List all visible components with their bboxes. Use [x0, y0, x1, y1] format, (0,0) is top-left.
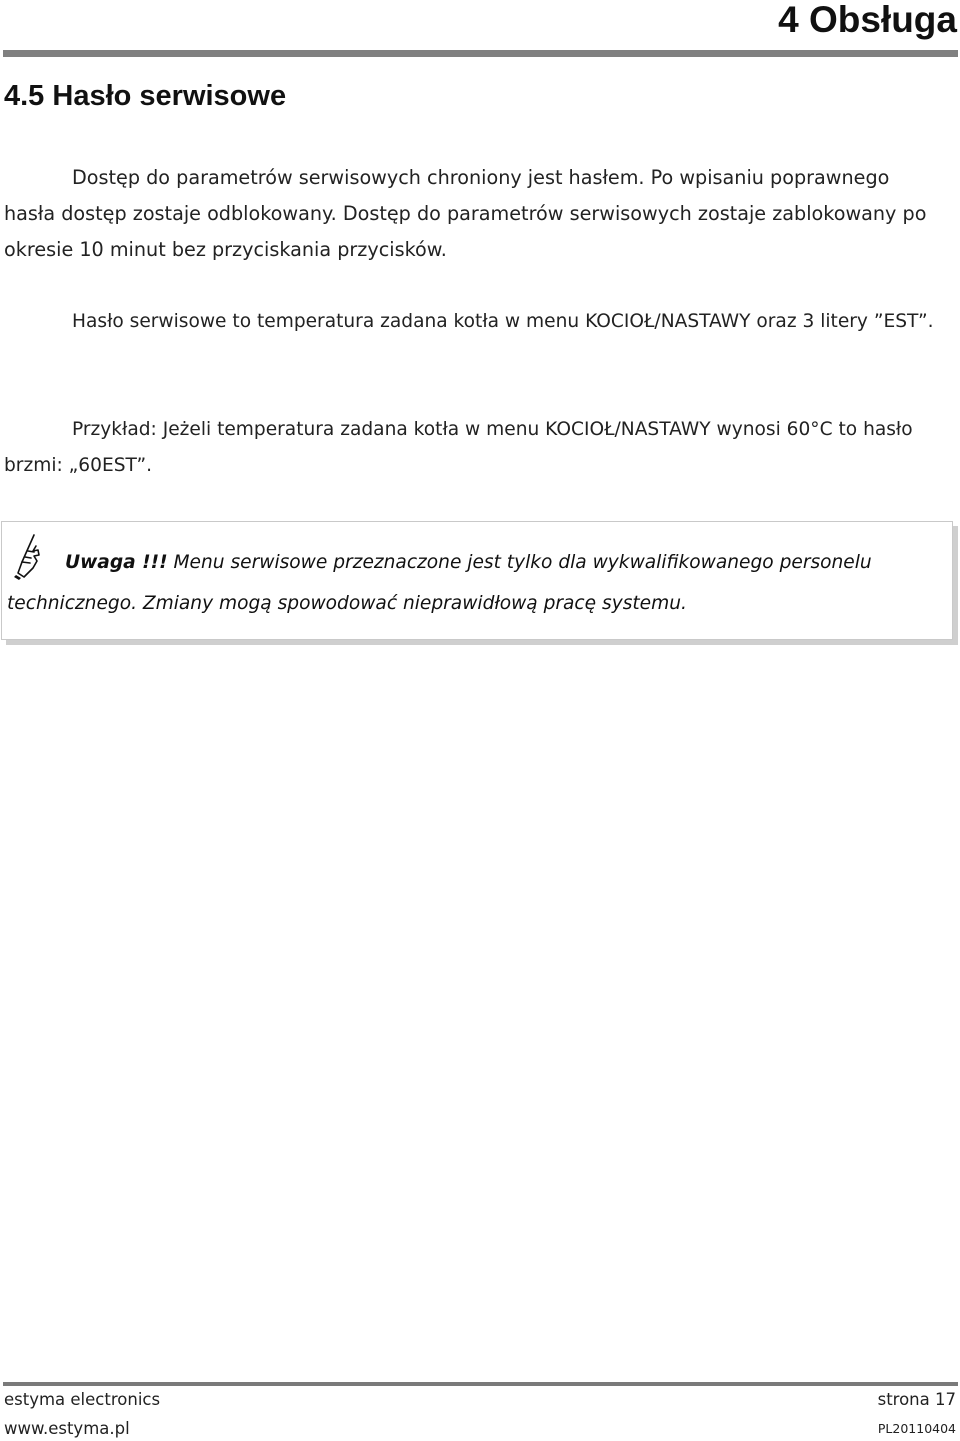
- warning-message: [7, 542, 947, 624]
- paragraph-password-rule: Hasło serwisowe to temperatura zadana kotła w menu KOCIOŁ/NASTAWY oraz 3 litery ”EST”.: [72, 311, 934, 332]
- chapter-title: 4 Obsługa: [778, 0, 957, 40]
- footer-company: estyma electronics: [4, 1390, 161, 1409]
- footer-divider: [3, 1382, 958, 1386]
- page-number: strona 17: [877, 1390, 956, 1409]
- section-title: 4.5 Hasło serwisowe: [4, 80, 287, 112]
- paragraph-service-access: Dostęp do parametrów serwisowych chroniony jest hasłem. Po wpisaniu poprawnego hasła dostęp zostaje odblokowany. Dostęp do parametrów serwisowych zostaje zablokowany po okresie 10 minut bez przyciskania przycisków.: [4, 166, 927, 261]
- warning-label: Uwaga !!!: [65, 552, 168, 573]
- footer-website: www.estyma.pl: [4, 1419, 130, 1438]
- warning-box: [1, 521, 953, 640]
- header-divider: [3, 50, 958, 57]
- paragraph-password-example: Przykład: Jeżeli temperatura zadana kotła w menu KOCIOŁ/NASTAWY wynosi 60°C to hasło brzmi: „60EST”.: [4, 419, 913, 476]
- warning-text: Menu serwisowe przeznaczone jest tylko dla wykwalifikowanego personelu technicznego. Zmiany mogą spowodować nieprawidłową pracę systemu.: [7, 552, 872, 614]
- document-code: PL20110404: [877, 1421, 956, 1436]
